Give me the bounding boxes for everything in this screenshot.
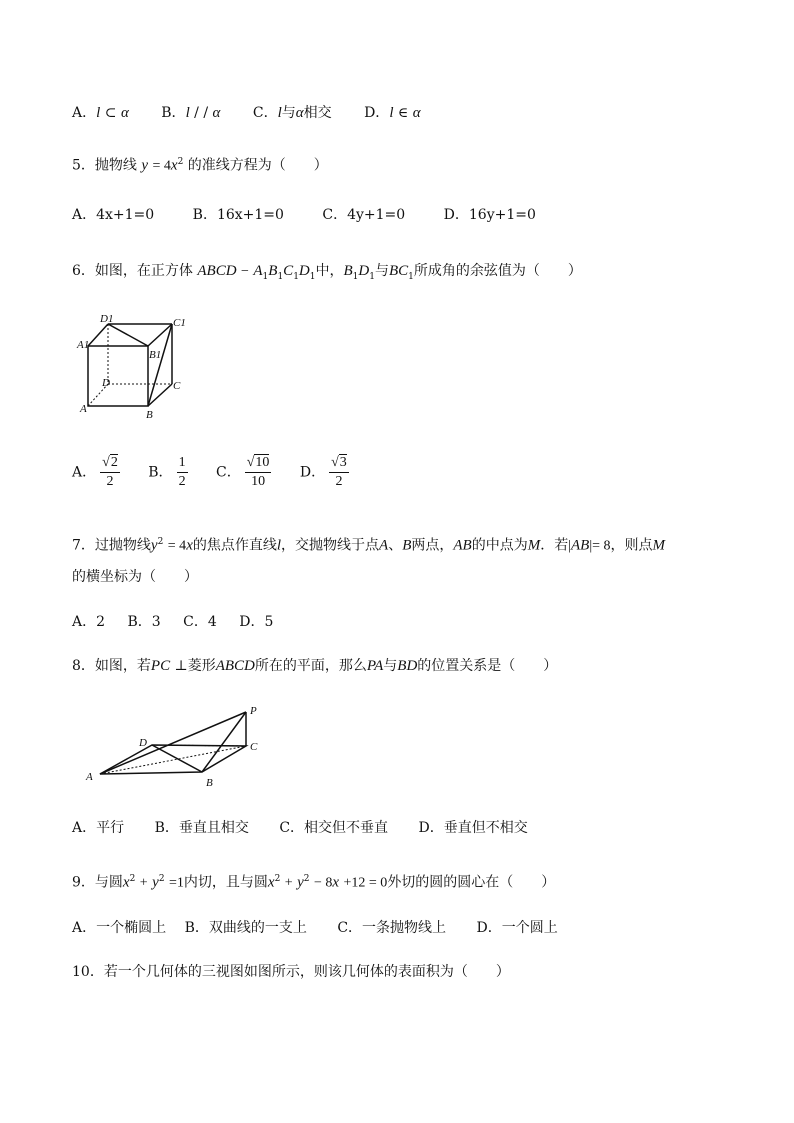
q5-stem: 5．抛物线 $y = 4x^2$ 的准线方程为（ ） — [72, 157, 328, 174]
label-d1: D1 — [100, 313, 114, 325]
q8-option-a[interactable]: A．平行 — [72, 820, 125, 836]
q5-option-b[interactable]: B．16x+1=0 — [192, 207, 284, 223]
cube-figure — [76, 312, 188, 424]
q5-options — [72, 205, 536, 225]
q9-options — [72, 918, 558, 938]
q8-options — [72, 818, 528, 838]
q8-option-b[interactable]: B．垂直且相交 — [154, 820, 249, 836]
q5-option-c[interactable]: C．4y+1=0 — [322, 207, 406, 223]
q7-option-d[interactable]: D．5 — [239, 614, 274, 630]
q4-option-d[interactable]: D．l ∈ α — [364, 105, 421, 121]
label-d: D — [139, 737, 147, 749]
q7-stem-line1: 7．过抛物线$y^2 = 4x$的焦点作直线l，交抛物线于点A、B两点，AB的中点为M．若|AB|= 8，则点M — [72, 537, 666, 554]
q9-option-b[interactable]: B．双曲线的一支上 — [184, 920, 307, 936]
q6-stem: 6．如图，在正方体 ABCD − $A_1B_1C_1D_1$中，$B_1D_1$与$BC_1$所成角的余弦值为（ ） — [72, 263, 582, 282]
q6-options — [72, 454, 353, 491]
q7-option-c[interactable]: C．4 — [183, 614, 217, 630]
label-b: B — [146, 409, 153, 421]
rhombus-figure — [82, 700, 274, 796]
label-a: A — [80, 403, 87, 415]
label-b1: B1 — [149, 349, 162, 361]
q9-option-a[interactable]: A．一个椭圆上 — [72, 920, 167, 936]
q9-option-d[interactable]: D．一个圆上 — [476, 920, 558, 936]
label-c1: C1 — [173, 317, 186, 329]
q5-option-d[interactable]: D．16y+1=0 — [443, 207, 536, 223]
q4-option-c[interactable]: C．l与α相交 — [252, 105, 332, 121]
q7-option-b[interactable]: B．3 — [127, 614, 161, 630]
q8-option-c[interactable]: C．相交但不垂直 — [279, 820, 389, 836]
label-p: P — [250, 705, 257, 717]
label-d: D — [102, 377, 110, 389]
q10-stem: 10．若一个几何体的三视图如图所示，则该几何体的表面积为（ ） — [72, 964, 510, 980]
q5-option-a[interactable]: A．4x+1=0 — [72, 207, 155, 223]
q7-stem-line2: 的横坐标为（ ） — [72, 569, 198, 585]
q7-option-a[interactable]: A．2 — [72, 614, 106, 630]
q6-option-c[interactable]: C． $\frac{√10}{10}$ — [216, 455, 270, 489]
q6-option-d[interactable]: D． $\frac{√3}{2}$ — [299, 455, 347, 489]
q4-options — [72, 103, 421, 123]
q4-option-a[interactable]: A．l ⊂ α — [72, 105, 129, 121]
q8-stem: 8．如图，若PC ⊥菱形ABCD所在的平面，那么PA与BD的位置关系是（ ） — [72, 658, 558, 674]
q6-option-a[interactable]: A． $\frac{√2}{2}$ — [72, 455, 118, 489]
label-c: C — [173, 380, 181, 392]
label-b: B — [206, 777, 213, 789]
q4-option-b[interactable]: B．l / / α — [161, 105, 221, 121]
label-c: C — [250, 741, 258, 753]
q6-option-b[interactable]: B． $\frac{1}{2}$ — [148, 455, 186, 489]
q9-stem: 9．与圆$x^2 + y^2 =1$内切，且与圆$x^2 + y^2 - 8x +12 = 0$外切的圆的圆心在（ ） — [72, 874, 556, 891]
label-a1: A1 — [77, 339, 90, 351]
label-a: A — [86, 771, 93, 783]
q9-option-c[interactable]: C．一条抛物线上 — [337, 920, 447, 936]
q8-option-d[interactable]: D．垂直但不相交 — [418, 820, 528, 836]
q7-options — [72, 612, 273, 632]
